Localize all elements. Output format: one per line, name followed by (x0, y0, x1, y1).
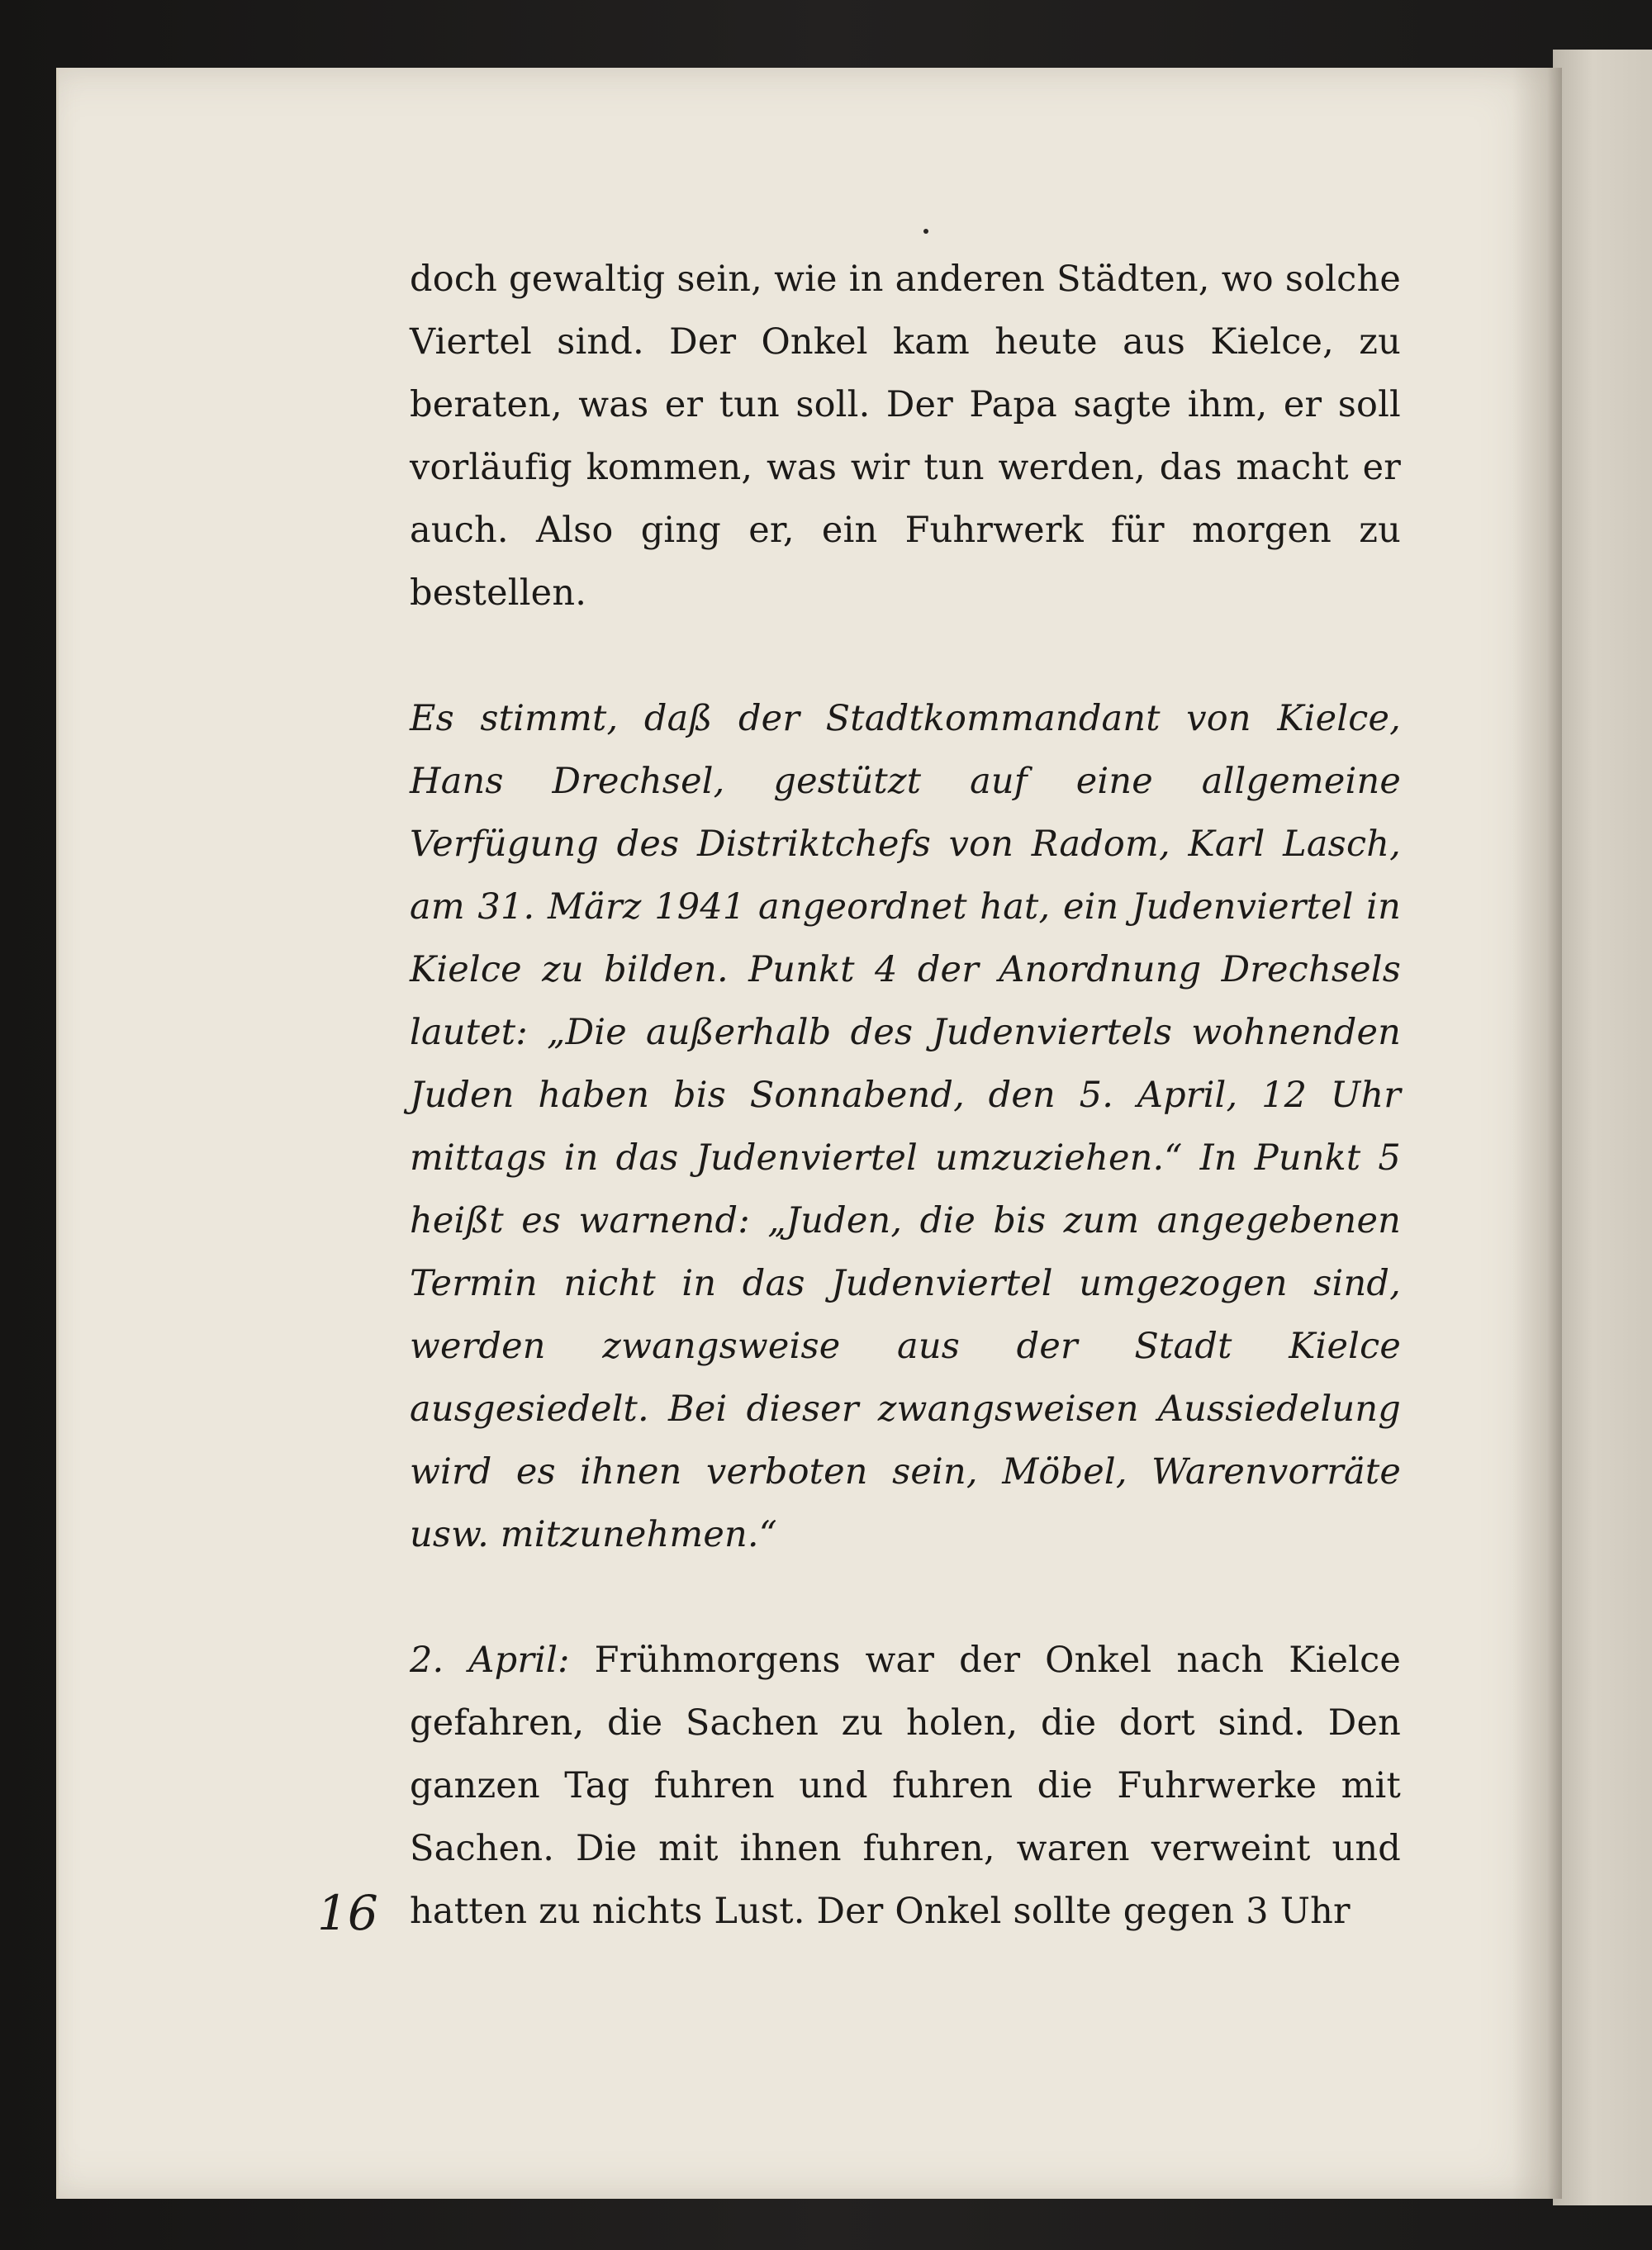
page-number: 16 (317, 1885, 378, 1941)
paragraph-gap (410, 1566, 1401, 1629)
entry-body-text: Frühmorgens war der Onkel nach Kielce gefahren, die Sachen zu holen, die dort sind. Den ganzen Tag fuhren und fuhren die Fuhrwerke mit Sachen. Die mit ihnen fuhren, waren verweint und hatten zu nichts Lust. Der Onkel sollte gegen 3 Uhr (410, 1640, 1401, 1932)
page-gutter-shadow (1512, 68, 1562, 2199)
adjacent-page-edge (1553, 50, 1652, 2205)
page-text-block (410, 248, 1401, 1943)
historical-commentary-paragraph: Es stimmt, daß der Stadtkommandant von Kielce, Hans Drechsel, gestützt auf eine allgemeine Verfügung des Distriktchefs von Radom, Karl Lasch, am 31. März 1941 angeordnet hat, ein Judenviertel in Kielce zu bilden. Punkt 4 der Anordnung Drechsels lautet: „Die außerhalb des Judenviertels wohnenden Juden haben bis Sonnabend, den 5. April, 12 Uhr mittags in das Judenviertel umzuziehen.“ In Punkt 5 heißt es warnend: „Juden, die bis zum angegebenen Termin nicht in das Judenviertel umgezogen sind, werden zwangsweise aus der Stadt Kielce ausgesiedelt. Bei dieser zwangsweisen Aussiedelung wird es ihnen verboten sein, Möbel, Warenvorräte usw. mitzunehmen.“ (410, 698, 1401, 1555)
ink-dot (923, 229, 928, 234)
diary-paragraph-1: doch gewaltig sein, wie in anderen Städten, wo solche Viertel sind. Der Onkel kam heute aus Kielce, zu beraten, was er tun soll. Der Papa sagte ihm, er soll vorläufig kommen, was wir tun werden, das macht er auch. Also ging er, ein Fuhrwerk für morgen zu bestellen. (410, 259, 1401, 614)
paragraph-gap (410, 624, 1401, 687)
entry-date-label: 2. April: (410, 1640, 570, 1681)
diary-entry-april-2 (410, 1629, 1401, 1943)
